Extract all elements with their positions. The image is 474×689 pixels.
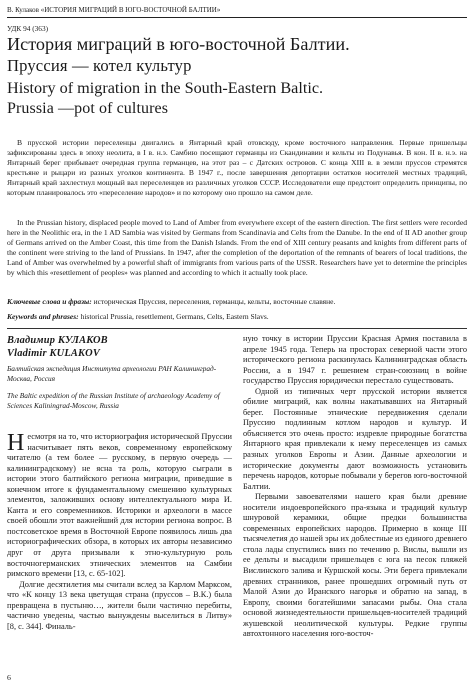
body-paragraph: Одной из типичных черт прусской истории является обилие миграций, как волны накатывавших на Янтарный берег. Постоянные этнические передвижения сделали Пруссию подлинным котлом народов и культур. И объясняется это очень просто: издревле природные богатства Янтарного края привлекали к нему переселенцев из самых разных уголков Европы и Азии. Данные археологии и исторические документы дают возможность установить перечень народов, которые побывали у берегов юго-восточной Балтии. [243, 386, 467, 491]
keywords-ru-text: историческая Пруссия, переселения, германцы, кельты, восточные славяне. [93, 297, 336, 306]
running-header: В. Кулаков «ИСТОРИЯ МИГРАЦИЙ В ЮГО-ВОСТОЧНОЙ БАЛТИИ» [7, 6, 467, 18]
keywords-ru-label: Ключевые слова и фразы: [7, 297, 92, 306]
keywords-ru [7, 297, 467, 307]
affiliation-ru: Балтийская экспедиция Института археологии РАН Калининград-Москва, Россия [7, 364, 217, 383]
body-paragraph: есмотря на то, что историография исторической Пруссии насчитывает пять веков, современному европейскому читателю (а тем более — русскому, в первую очередь — калининградскому) не ясна та роль, которую сыграли в истории этого балтийского региона миграции, приведшие в конечном итоге к фундаментальному смешению культурных элементов, заложивших основу интеллектуального мира И. Канта и его современников. Историки и археологи в массе своей обошли этот важнейший для истории региона вопрос. В постсоветское время в Восточной Европе появилось лишь два историографических обзора, в которых их авторы независимо друг от друга призывали к этно-культурную роль восточногерманских этнических элементов на Самбии римского времени [13, с. 65-102]. [7, 432, 232, 579]
body-paragraph: ную точку в истории Пруссии Красная Армия поставила в апреле 1945 года. Теперь на просторах северной части этого исторического региона раскинулась Калининградская область России, а в 1947 г. решением стран-союзниц в войне государство Пруссия юридически перестало существовать. [243, 334, 467, 386]
body-paragraph: Первыми завоевателями нашего края были древние носители индоевропейского пра-языка и традиций культур шнуровой керамики, общие предки большинства современных европейских народов. Примерно в конце III тысячелетия до нашей эры их доблестные из единого древнего стола лады спустились вниз по течению р. Вислы, вышли из ее дельты и высадили пришельцев с юга на песок пляжей Вислинского залива и Куршской косы. Эти берега привлекали древних странников, ранее прошедших огромный путь от Малой Азии до Иранского нагорья и обратно на запад, в Европу, своими богатейшими запасами рыбы. Она стала основой жизнедеятельности пришельцев-носителей традиций жушевской неолитической культуры. Редкие группы автохтонного населения юго-восточ- [243, 492, 467, 639]
drop-cap: Н [7, 430, 25, 456]
keywords-en-label: Keywords and phrases: [7, 312, 79, 321]
author-block [7, 334, 232, 410]
article-subtitle-ru: Пруссия — котел культур [7, 56, 192, 75]
author-name-ru: Владимир КУЛАКОВ [7, 335, 108, 346]
udk-code: УДК 94 (363) [7, 24, 49, 33]
affiliation-en: The Baltic expedition of the Russian Institute of archaeology Academy of Sciences Kaliningrad-Moscow, Russia [7, 391, 220, 410]
page-number: 6 [7, 673, 11, 682]
article-title-ru: История миграций в юго-восточной Балтии. [7, 34, 350, 54]
body-paragraph: Долгие десятилетия мы считали вслед за Карлом Марксом, что «К концу 13 века цветущая страна (пруссов – В.К.) была превращена в пустыню…, жители были частично перебиты, частично уведены, частью вынуждены выселиться в Литву» [8, с. 344]. Финаль- [7, 579, 232, 631]
body-column-right [243, 334, 467, 640]
abstract-ru: В прусской истории переселенцы двигались в Янтарный край отовсюду, кроме восточного направления. Первые пришельцы зафиксированы здесь в эпоху неолита, в I в. н.э. Самбию посещают германцы из Скандинавии и кельты из Подунавья. В кон. II в. н.э. на Янтарный берег прибывает очередная группа германцев, на этот раз – с Датских островов. С конца XIII в. в земли пруссов стремятся крестьяне и рыцари из разных уголков континента. В 1947 г., после завершения депортации остатков носителей местных традиций, Янтарный край захлестнул мощный вал переселенцев из различных уголков СССР. Исследователи еще предстоит определить принципы, по которым планировалось это «переселение народов» и по которому оно прошло на самом деле. [7, 138, 467, 197]
keywords-en-text: historical Prussia, resettlement, Germans, Celts, Eastern Slavs. [80, 312, 269, 321]
section-divider [7, 328, 467, 329]
keywords-en [7, 312, 467, 322]
article-subtitle-en: Prussia —pot of cultures [7, 100, 169, 117]
body-column-left [7, 432, 232, 632]
author-name-en: Vladimir KULAKOV [7, 348, 100, 359]
abstract-en: In the Prussian history, displaced people moved to Land of Amber from everywhere except of the eastern direction. The first settlers were recorded here in the Neolithic era, in the 1 AD Sambia was visited by Germans from Scandinavia and Celts from the Danube. In the end of II AD another group of Germans arrived on the Amber Coast, this time from the Danish Islands. From the end of XIII century peasants and knights from different parts of the continent were striving to the land of Prussians. In 1947, after the completion of the deportation of the remnants of bearers of local traditions, the Land of Amber was overwhelmed by a powerful shaft of immigrants from various parts of the USSR. Researchers have yet to determine the principles by which this «resettlement of peoples» was planned and according to which it actually took place. [7, 218, 467, 277]
article-title-en: History of migration in the South-Eastern Baltic. [7, 79, 324, 97]
